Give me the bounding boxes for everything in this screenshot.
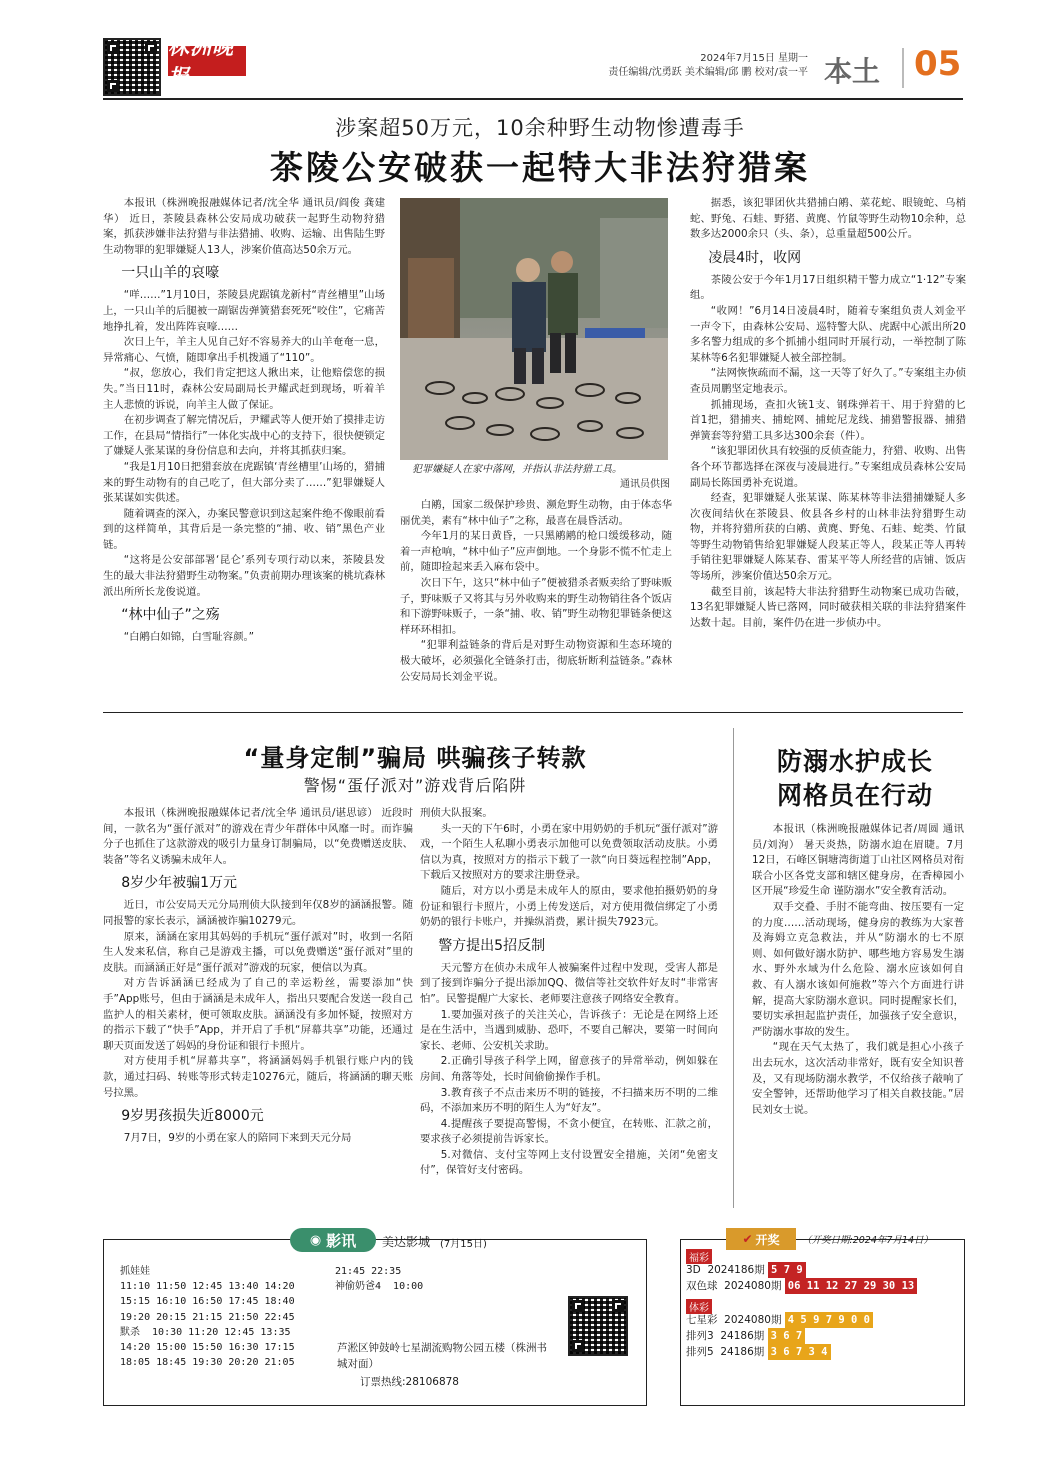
paragraph: 5.对微信、支付宝等网上支付设置安全措施，关闭“免密支付”，保管好支付密码。 — [420, 1148, 718, 1177]
schedule-line: 抓娃娃 — [120, 1266, 150, 1277]
paragraph: 7月7日，9岁的小勇在家人的陪同下来到天元分局 — [123, 1132, 352, 1145]
paragraph: “该犯罪团伙具有较强的反侦查能力，狩猎、收购、出售各个环节都选择在深夜与凌晨进行。”专案组成员森林公安局副局长陈国勇补充说道。 — [690, 445, 966, 489]
drowning-column — [752, 822, 964, 1208]
lottery-numbers: 3 6 7 — [768, 1328, 806, 1344]
subheading: 一只山羊的哀嚎 — [121, 265, 220, 282]
cinema-address: 芦淞区钟鼓岭七星湖流购物公园五楼（株洲书城对面） — [337, 1342, 547, 1370]
paragraph: 天元警方在侦办未成年人被骗案件过程中发现，受害人都是到了接到诈骗分子提出添加QQ、微信等社交软件好友时“非常害怕”。民警提醒广大家长、老师要注意孩子网络安全教育。 — [420, 961, 718, 1005]
scam-column-1 — [103, 806, 413, 1206]
lottery-row — [686, 1344, 961, 1360]
film-schedule-right — [335, 1264, 475, 1294]
lead-bottom-rule — [103, 712, 963, 713]
paragraph: “犯罪利益链条的背后是对野生动物资源和生态环境的极大破坏，必须强化全链条打击，彻底斩断利益链条。”森林公安局局长刘金平说。 — [400, 639, 672, 683]
checkmark-icon: ✔ — [742, 1232, 753, 1246]
paragraph: 经查，犯罪嫌疑人张某谋、陈某林等非法猎捕嫌疑人多次夜间结伙在茶陵县、攸县各乡村的山林非法狩猎野生动物，并将狩猎所获的白鹇、黄麂、野兔、石蛙、蛇类、竹鼠等野生动物销售给犯罪嫌疑人段某正等人，段某正等人再转手销往犯罪嫌疑人陈某春、雷某平等人所经营的店铺、饭店等场所，涉案价值达50余万元。 — [690, 492, 966, 583]
paragraph: 3.教育孩子不点击来历不明的链接，不扫描来历不明的二维码，不添加来历不明的陌生人为“好友”。 — [420, 1086, 718, 1115]
cinema-qr-code — [568, 1296, 628, 1356]
story-divider — [733, 728, 734, 1208]
cinema-banner-label: 影讯 — [326, 1231, 357, 1250]
lead-column-2 — [400, 498, 672, 703]
scam-column-2 — [420, 806, 718, 1206]
paragraph: 本报讯（株洲晚报融媒体记者/沈全华 通讯员/阎俊 龚建华） 近日，茶陵县森林公安局成功破获一起野生动物狩猎案，抓获涉嫌非法狩猎与非法猎捕、收购、运输、出售陆生野生动物罪的犯罪嫌疑人13人，涉案价值高达50余万元。 — [103, 197, 385, 256]
schedule-line: 21:45 22:35 — [335, 1266, 402, 1277]
subheading: 警方提出5招反制 — [438, 937, 546, 954]
drowning-headline-line1: 防溺水护成长 — [776, 747, 933, 776]
lottery-numbers: 4 5 9 7 9 0 0 — [785, 1312, 873, 1328]
paragraph: 刑侦大队报案。 — [420, 807, 493, 819]
subheading: 8岁少年被骗1万元 — [121, 875, 238, 892]
paragraph: 在初步调查了解完情况后，尹耀武等人便开始了摸排走访工作，在县局“情指行”一体化实战中心的支持下，很快便锁定了嫌疑人张某谋的身份信息和去向，并将其抓获归案。 — [103, 414, 385, 458]
lottery-name: 双色球 2024080期 — [686, 1280, 785, 1292]
schedule-line: 11:10 11:50 12:45 13:40 14:20 — [120, 1281, 295, 1293]
paragraph: 2.正确引导孩子科学上网，留意孩子的异常举动，例如躲在房间、角落等处，长时间偷偷操作手机。 — [420, 1055, 718, 1083]
lead-photo — [400, 198, 668, 460]
lottery-row — [686, 1278, 961, 1294]
lead-column-1 — [103, 196, 385, 701]
paragraph: 4.提醒孩子要提高警惕，不贪小便宜，在转账、汇款之前，要求孩子必须提前告诉家长。 — [420, 1117, 718, 1146]
masthead-rule — [103, 98, 963, 100]
paragraph: 随后，对方以小勇是未成年人的原由，要求他拍摄奶奶的身份证和银行卡照片，小勇上传发送后，对方使用微信绑定了小勇奶奶的银行卡账户，并操纵消费，累计损失7923元。 — [420, 884, 718, 929]
lottery-row — [686, 1262, 961, 1278]
paragraph: 白鹇，国家二级保护珍贵、濒危野生动物，由于体态华丽优美，素有“林中仙子”之称，最喜在晨昏活动。 — [400, 499, 672, 527]
cinema-date: (7月15日) — [440, 1239, 487, 1250]
lottery-name: 排列3 24186期 — [686, 1330, 768, 1342]
sports-category-label: 体彩 — [686, 1299, 712, 1314]
paragraph: 双手交叠、手肘不能弯曲、按压要有一定的力度……活动现场，健身房的教练为大家普及海姆立克急救法，并从“防溺水的七不原则、如何做好溺水防护、哪些地方容易发生溺水、野外水域为什么危险、溺水应该如何自救、有人溺水该如何施救”等六个方面进行讲解，提高大家防溺水意识。同时提醒家长们，要切实承担起监护责任，加强孩子安全意识，严防溺水事故的发生。 — [752, 900, 964, 1038]
lottery-banner — [726, 1228, 796, 1250]
lottery-row — [686, 1328, 961, 1344]
paragraph: 本报讯（株洲晚报融媒体记者/沈全华 通讯员/谌思谚） 近段时间，一款名为“蛋仔派对”的游戏在青少年群体中风靡一时。而诈骗分子也抓住了这款游戏的吸引力量身订制骗局，以“免费赠送皮肤、装备”等名义诱骗未成年人。 — [103, 807, 413, 866]
lottery-banner-label: 开奖 — [755, 1232, 780, 1247]
lottery-name: 七星彩 2024080期 — [686, 1314, 785, 1326]
suspect-photo-illustration — [400, 198, 668, 460]
cinema-name: 美达影城 — [382, 1235, 431, 1249]
film-reel-icon: ◉ — [309, 1232, 322, 1248]
masthead-qr-code — [103, 38, 161, 96]
editor-line: 责任编辑/沈勇跃 美术编辑/邱 鹏 校对/袁一平 — [608, 67, 808, 78]
schedule-line: 14:20 15:00 15:50 16:30 17:15 — [120, 1342, 295, 1354]
schedule-line: 18:05 18:45 19:30 20:20 21:05 — [120, 1357, 295, 1369]
lottery-name: 排列5 24186期 — [686, 1346, 768, 1358]
paragraph: “我是1月10日把猎套放在虎踞镇‘青丝槽里’山场的，猎捕来的野生动物有的自己吃了，但大部分卖了……”犯罪嫌疑人张某谋如实供述。 — [103, 460, 385, 505]
paragraph: “法网恢恢疏而不漏，这一天等了好久了。”专案组主办侦查员周鹏坚定地表示。 — [690, 367, 966, 395]
lottery-name: 3D 2024186期 — [686, 1264, 769, 1276]
paragraph: 原来，涵涵在家用其妈妈的手机玩“蛋仔派对”时，收到一名陌生人发来私信，称自己是游戏主播，可以免费赠送“蛋仔派对”里的皮肤。而涵涵正好是“蛋仔派对”游戏的玩家，便信以为真。 — [103, 930, 413, 974]
lottery-numbers: 06 11 12 27 29 30 13 — [785, 1278, 917, 1294]
paragraph: 今年1月的某日黄昏，一只黑鹇鹇的枪口缓缓移动，随着一声枪响，“林中仙子”应声倒地。一个身影不慌不忙走上前，随即捡起来丢入麻布袋中。 — [400, 530, 672, 574]
lottery-numbers: 3 6 7 3 4 — [768, 1344, 831, 1360]
paragraph: 截至目前，该起特大非法狩猎野生动物案已成功告破，13名犯罪嫌疑人皆已落网，同时破获相关联的非法狩猎案件达数十起。目前，案件仍在进一步侦办中。 — [690, 585, 966, 629]
lead-column-3 — [690, 196, 966, 701]
cinema-banner — [290, 1228, 376, 1252]
lottery-numbers: 5 7 9 — [768, 1262, 806, 1278]
paragraph: 茶陵公安于今年1月17日组织精干警力成立“1·12”专案组。 — [690, 273, 966, 302]
paragraph: “咩……”1月10日，茶陵县虎踞镇龙新村“青丝槽里”山场上，一只山羊的后腿被一副锯齿弹簧猎套死死“咬住”，它痛苦地挣扎着，发出阵阵哀嚎…… — [103, 289, 385, 333]
section-name: 本土 — [824, 55, 881, 88]
schedule-line: 默杀 10:30 11:20 12:45 13:35 — [120, 1326, 291, 1338]
schedule-line: 19:20 20:15 21:15 21:50 22:45 — [120, 1311, 295, 1323]
scam-subhead: 警惕“蛋仔派对”游戏背后陷阱 — [303, 776, 527, 795]
date-line: 2024年7月15日 星期一 — [700, 53, 808, 64]
paragraph: 本报讯（株洲晚报融媒体记者/周圆 通讯员/刘洵） 暑天炎热，防溺水迫在眉睫。7月12日，石峰区铜塘湾街道丁山社区网格员对衔联合小区各党支部和辖区健身房，在香樟园小区开展“珍爱生命 谨防溺水”安全教育活动。 — [752, 823, 964, 898]
cinema-hotline: 订票热线:28106878 — [360, 1376, 459, 1388]
lottery-welfare-rows — [686, 1262, 961, 1294]
paragraph: 随着调查的深入，办案民警意识到这起案件绝不像眼前看到的这样简单，其背后是一条完整的“捕、收、销”黑色产业链。 — [103, 507, 385, 551]
paragraph: 对方告诉涵涵已经成为了自己的幸运粉丝，需要添加“快手”App账号，但由于涵涵是未成年人，指出只要配合发送一段自己监护人的相关素材，便可领取皮肤。涵涵没有多加怀疑，按照对方的指示下载了“快手”App，并开启了手机“屏幕共享”功能，还通过聊天页面发送了妈妈的身份证和银行卡照片。 — [103, 977, 413, 1052]
paragraph: 据悉，该犯罪团伙共猎捕白鹇、菜花蛇、眼镜蛇、乌梢蛇、野兔、石蛙、野猪、黄麂、竹鼠等野生动物10余种，总数多达2000余只（头、条），总重量超500公斤。 — [690, 197, 966, 241]
lottery-row — [686, 1312, 961, 1328]
lead-kicker: 涉案超50万元，10余种野生动物惨遭毒手 — [335, 116, 745, 140]
paragraph: 近日，市公安局天元分局刑侦大队接到年仅8岁的涵涵报警。随同报警的家长表示，涵涵被诈骗10279元。 — [103, 899, 413, 927]
paragraph: 头一天的下午6时，小勇在家中用奶奶的手机玩“蛋仔派对”游戏，一个陌生人私聊小勇表示加他可以免费领取活动皮肤。小勇信以为真，按照对方的指示下载了一款“向日葵远程控制”App，下载后又按照对方的要求注册登录。 — [420, 822, 718, 882]
paragraph: 抓捕现场，查扣火铳1支、钢珠弹若干、用于狩猎的匕首1把，猎捕夹、捕蛇网、捕蛇尼龙线、捕猎警报器、捕猎弹簧套等狩猎工具多达300余套（件）。 — [690, 398, 966, 442]
subheading: “林中仙子”之殇 — [121, 607, 220, 624]
schedule-line: 神偷奶爸4 10:00 — [335, 1281, 424, 1293]
drowning-headline-line2: 网格员在行动 — [776, 781, 933, 810]
paragraph: 次日上午，羊主人见自己好不容易养大的山羊奄奄一息，异常痛心、气愤，随即拿出手机拨通了“110”。 — [103, 336, 385, 364]
schedule-line: 15:15 16:10 16:50 17:45 18:40 — [120, 1296, 295, 1308]
paragraph: “收网！”6月14日凌晨4时，随着专案组负责人刘金平一声令下，由森林公安局、巡特警大队、虎踞中心派出所20多名警力组成的多个抓捕小组同时开展行动，一举控制了陈某林等6名犯罪嫌疑人被全部控制。 — [690, 304, 966, 364]
subheading: 9岁男孩损失近8000元 — [121, 1108, 264, 1125]
lottery-sports-rows — [686, 1312, 961, 1360]
subheading: 凌晨4时，收网 — [708, 249, 802, 266]
welfare-category-label: 福彩 — [686, 1249, 712, 1264]
newspaper-logo: 株洲晚报 — [168, 46, 246, 76]
film-schedule-left — [120, 1264, 330, 1370]
lead-headline: 茶陵公安破获一起特大非法狩猎案 — [270, 148, 810, 187]
paragraph: 次日下午，这只“林中仙子”便被猎杀者贩卖给了野味贩子，野味贩子又将其与另外收购来的野生动物销往各个饭店和下游野味贩子，一条“捕、收、销”野生动物犯罪链条便这样环环相扣。 — [400, 576, 672, 636]
paragraph: 1.要加强对孩子的关注关心，告诉孩子：无论是在网络上还是在生活中，当遇到威胁、恐吓，不要自己解决，要第一时间向家长、老师、公安机关求助。 — [420, 1008, 718, 1052]
paragraph: “这将是公安部部署‘昆仑’系列专项行动以来，茶陵县发生的最大非法狩猎野生动物案。”负责前期办理该案的桃坑森林派出所所长龙俊说道。 — [103, 554, 385, 598]
paragraph: “白鹇白如锦，白雪耻容颜。” — [123, 631, 255, 644]
photo-credit: 通讯员供图 — [620, 479, 670, 490]
paragraph: 对方使用手机“屏幕共享”，将涵涵妈妈手机银行账户内的钱款，通过扫码、转账等形式转走10276元，随后，将涵涵的聊天账号拉黑。 — [103, 1055, 413, 1099]
paragraph: “现在天气太热了，我们就是担心小孩子出去玩水，这次活动非常好，既有安全知识普及，又有现场防溺水教学，不仅给孩子敲响了安全警钟，还帮助他学习了相关自救技能。”居民刘女士说。 — [752, 1041, 964, 1116]
scam-headline: “量身定制”骗局 哄骗孩子转款 — [243, 744, 587, 772]
paragraph: “叔，您放心，我们肯定把这人揪出来，让他赔偿您的损失。”当日11时，森林公安局副局长尹耀武赶到现场，听着羊主人悲愤的诉说，向羊主人做了保证。 — [103, 367, 385, 411]
photo-caption: 犯罪嫌疑人在家中落网，并指认非法狩猎工具。 — [412, 464, 622, 475]
page-number: 05 — [914, 44, 962, 84]
masthead-divider — [902, 48, 904, 88]
lottery-date-note: （开奖日期:2024年7月14日） — [802, 1235, 934, 1246]
